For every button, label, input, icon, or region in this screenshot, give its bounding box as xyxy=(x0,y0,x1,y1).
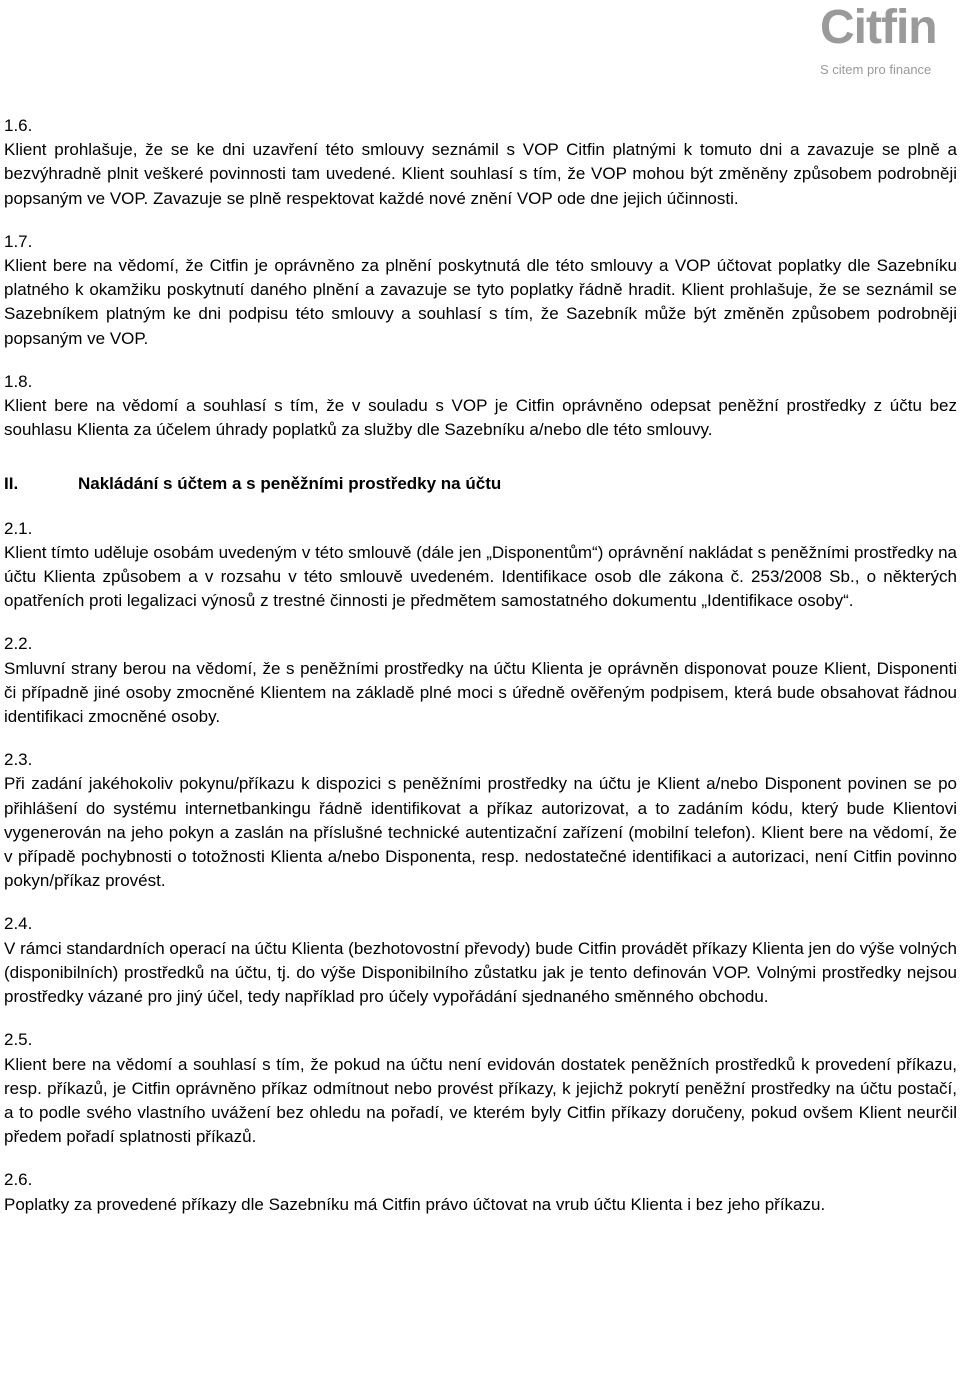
section-1-6 xyxy=(4,114,957,211)
chapter-heading xyxy=(4,472,957,496)
section-number: 1.8. xyxy=(4,371,33,391)
section-1-7 xyxy=(4,230,957,351)
section-text: Klient prohlašuje, že se ke dni uzavření této smlouvy seznámil s VOP Citfin platnými k tomuto dni a zavazuje se plně a bezvýhradně plnit veškeré povinnosti tam uvedené. Klient souhlasí s tím, že VOP mohou být změněny způsobem podrobněji popsaným ve VOP. Zavazuje se plně respektovat každé nové znění VOP ode dne jejich účinnosti. xyxy=(4,140,957,208)
section-text: Klient tímto uděluje osobám uvedeným v této smlouvě (dále jen „Disponentům“) oprávnění nakládat s peněžními prostředky na účtu Klienta způsobem a v rozsahu v této smlouvě uvedeném. Identifikace osob dle zákona č. 253/2008 Sb., o některých opatřeních proti legalizaci výnosů z trestné činnosti je předmětem samostatného dokumentu „Identifikace osoby“. xyxy=(4,542,957,611)
section-1-8 xyxy=(4,370,957,443)
section-text: Klient bere na vědomí a souhlasí s tím, že pokud na účtu není evidován dostatek peněžních prostředků k provedení příkazu, resp. příkazů, je Citfin oprávněno příkaz odmítnout nebo provést příkazy, k jejichž pokrytí peněžní prostředky na účtu postačí, a to podle svého vlastního uvážení bez ohledu na pořadí, ve kterém byly Citfin příkazy doručeny, pokud ovšem Klient neurčil předem pořadí splatnosti příkazů. xyxy=(4,1054,957,1147)
section-text: Klient bere na vědomí, že Citfin je oprávněno za plnění poskytnutá dle této smlouvy a VOP účtovat poplatky dle Sazebníku platného k okamžiku poskytnutí daného plnění a zavazuje se tyto poplatky řádně hradit. Klient prohlašuje, že se seznámil se Sazebníkem platným ke dni podpisu této smlouvy a souhlasí s tím, že Sazebník může být změněn způsobem podrobněji popsaným ve VOP. xyxy=(4,256,957,348)
chapter-title: Nakládání s účtem a s peněžními prostředky na účtu xyxy=(78,474,502,494)
section-2-2 xyxy=(4,632,957,729)
section-text: Klient bere na vědomí a souhlasí s tím, že v souladu s VOP je Citfin oprávněno odepsat peněžní prostředky z účtu bez souhlasu Klienta za účelem úhrady poplatků za služby dle Sazebníku a/nebo dle této smlouvy. xyxy=(4,396,957,440)
section-number: 1.6. xyxy=(4,116,33,135)
section-text: V rámci standardních operací na účtu Klienta (bezhotovostní převody) bude Citfin provádět příkazy Klienta jen do výše volných (disponibilních) prostředků na účtu, tj. do výše Disponibilního zůstatku jak je tento definován VOP. Volnými prostředky nejsou prostředky vázané pro jiný účel, tedy například pro účely vypořádání sjednaného směnného obchodu. xyxy=(4,938,957,1007)
section-number: 2.3. xyxy=(4,750,33,770)
section-text: Poplatky za provedené příkazy dle Sazebníku má Citfin právo účtovat na vrub účtu Klienta i bez jeho příkazu. xyxy=(4,1194,826,1214)
logo-brand: Citfin xyxy=(820,1,937,54)
document-body xyxy=(4,114,957,1236)
section-text: Při zadání jakéhokoliv pokynu/příkazu k dispozici s peněžními prostředky na účtu je Klient a/nebo Disponent povinen se po přihlášení do systému internetbankingu řádně identifikovat a příkaz autorizovat, a to zadáním kódu, který bude Klientovi vygenerován na jeho pokyn a zaslán na příslušné technické autentizační zařízení (mobilní telefon). Klient bere na vědomí, že v případě pochybnosti o totožnosti Klienta a/nebo Disponenta, resp. nedostatečné identifikaci a autorizaci, není Citfin povinno pokyn/příkaz provést. xyxy=(4,774,957,891)
section-2-5 xyxy=(4,1028,957,1149)
section-2-6 xyxy=(4,1168,957,1216)
citfin-logo xyxy=(760,0,960,84)
chapter-number: II. xyxy=(4,474,19,494)
section-number: 2.1. xyxy=(4,518,33,538)
section-number: 2.2. xyxy=(4,634,33,654)
logo-tagline: S citem pro finance xyxy=(820,62,932,77)
section-2-3 xyxy=(4,748,957,893)
section-number: 2.5. xyxy=(4,1030,33,1050)
section-2-4 xyxy=(4,912,957,1009)
section-number: 1.7. xyxy=(4,231,33,251)
section-2-1 xyxy=(4,517,957,614)
section-number: 2.6. xyxy=(4,1170,33,1190)
section-text: Smluvní strany berou na vědomí, že s peněžními prostředky na účtu Klienta je oprávněn disponovat pouze Klient, Disponenti či případně jiné osoby zmocněné Klientem na základě plné moci s úředně ověřeným podpisem, která bude obsahovat řádnou identifikaci zmocněné osoby. xyxy=(4,658,957,727)
section-number: 2.4. xyxy=(4,914,33,934)
